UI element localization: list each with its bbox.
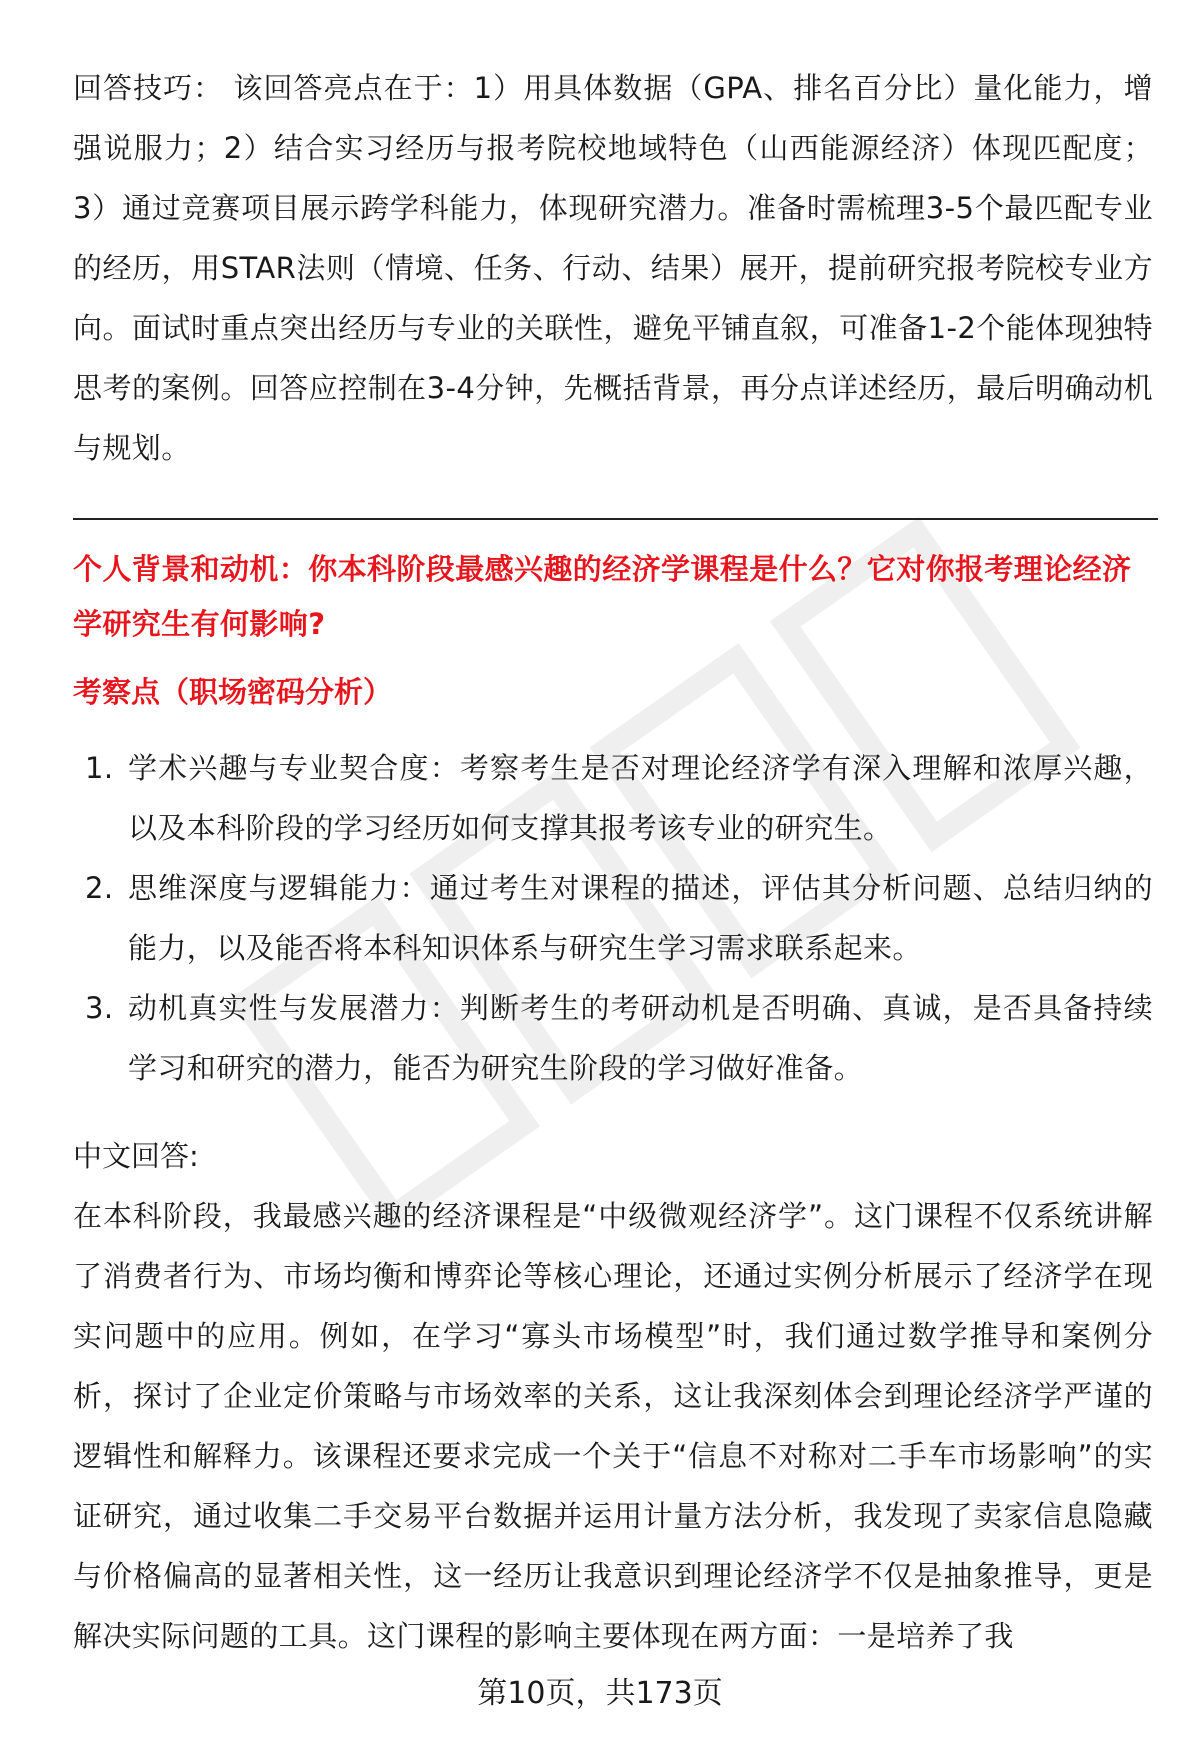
focus-list: [73, 738, 1153, 1098]
section-divider: [73, 518, 1158, 520]
focus-item: [73, 978, 1153, 1098]
focus-item-number: 3.: [85, 991, 114, 1025]
focus-item-text: 动机真实性与发展潜力：判断考生的考研动机是否明确、真诚，是否具备持续学习和研究的潜力，能否为研究生阶段的学习做好准备。: [128, 991, 1153, 1085]
focus-item: [73, 858, 1153, 978]
focus-item: [73, 738, 1153, 858]
document-page: [73, 58, 1153, 1666]
answer-paragraph: 在本科阶段，我最感兴趣的经济课程是“中级微观经济学”。这门课程不仅系统讲解了消费者行为、市场均衡和博弈论等核心理论，还通过实例分析展示了经济学在现实问题中的应用。例如，在学习“寡头市场模型”时，我们通过数学推导和案例分析，探讨了企业定价策略与市场效率的关系，这让我深刻体会到理论经济学严谨的逻辑性和解释力。该课程还要求完成一个关于“信息不对称对二手车市场影响”的实证研究，通过收集二手交易平台数据并运用计量方法分析，我发现了卖家信息隐藏与价格偏高的显著相关性，这一经历让我意识到理论经济学不仅是抽象推导，更是解决实际问题的工具。这门课程的影响主要体现在两方面：一是培养了我: [73, 1199, 1153, 1653]
focus-item-number: 1.: [85, 751, 114, 785]
focus-item-text: 思维深度与逻辑能力：通过考生对课程的描述，评估其分析问题、总结归纳的能力，以及能否将本科知识体系与研究生学习需求联系起来。: [128, 871, 1153, 965]
answer-label: 中文回答:: [73, 1139, 199, 1173]
focus-item-text: 学术兴趣与专业契合度：考察考生是否对理论经济学有深入理解和浓厚兴趣，以及本科阶段的学习经历如何支撑其报考该专业的研究生。: [128, 751, 1153, 845]
focus-item-number: 2.: [85, 871, 114, 905]
answer-tips-paragraph: 回答技巧： 该回答亮点在于：1）用具体数据（GPA、排名百分比）量化能力，增强说服力；2）结合实习经历与报考院校地域特色（山西能源经济）体现匹配度；3）通过竞赛项目展示跨学科能力，体现研究潜力。准备时需梳理3-5个最匹配专业的经历，用STAR法则（情境、任务、行动、结果）展开，提前研究报考院校专业方向。面试时重点突出经历与专业的关联性，避免平铺直叙，可准备1-2个能体现独特思考的案例。回答应控制在3-4分钟，先概括背景，再分点详述经历，最后明确动机与规划。: [73, 71, 1153, 465]
focus-heading: 考察点（职场密码分析）: [73, 675, 393, 709]
page-number: 第10页，共173页: [477, 1676, 723, 1711]
question-title: 个人背景和动机：你本科阶段最感兴趣的经济学课程是什么？它对你报考理论经济学研究生有何影响?: [73, 552, 1132, 641]
